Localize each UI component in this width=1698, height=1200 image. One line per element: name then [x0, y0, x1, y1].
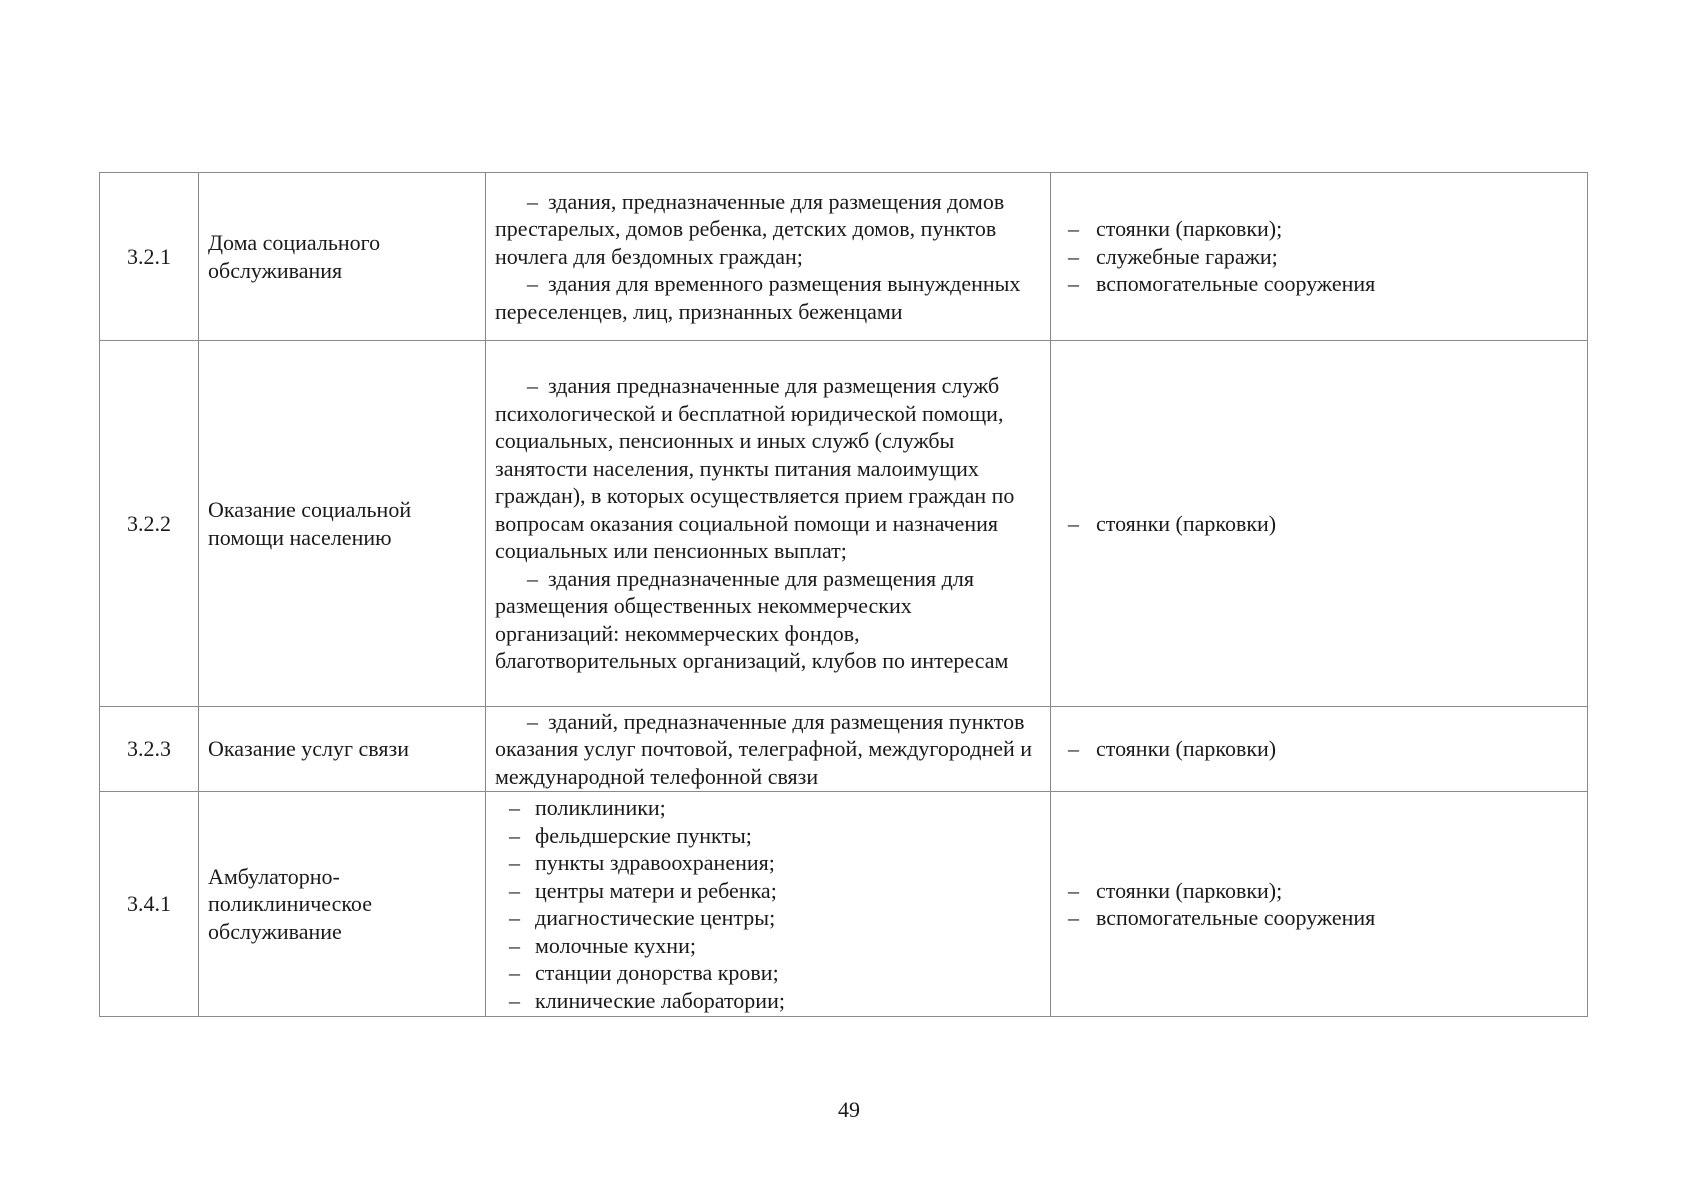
main-uses-cell	[486, 173, 1051, 341]
dash-bullet: –	[509, 850, 520, 875]
dash-bullet: –	[509, 960, 520, 985]
table-row	[100, 173, 1588, 341]
main-use-item: – пункты здравоохранения;	[509, 850, 775, 875]
page-number: 49	[838, 1097, 860, 1122]
main-use-item: – здания предназначенные для размещения служб психологической и бесплатной юридической помощи, социальных, пенсионных и иных служб (службы занятости населения, пункты питания малоимущих граждан), в которых осуществляется прием граждан по вопросам оказания социальной помощи и назначения социальных или пенсионных выплат;	[495, 373, 1015, 564]
code-cell: 3.4.1	[100, 792, 199, 1017]
land-use-table	[99, 172, 1588, 1017]
code-cell: 3.2.2	[100, 341, 199, 707]
main-use-item: – клинические лаборатории;	[509, 987, 785, 1013]
main-use-item: – станции донорства крови;	[509, 960, 779, 985]
aux-uses-cell	[1051, 173, 1588, 341]
aux-use-item: – стоянки (парковки);	[1068, 216, 1283, 242]
dash-bullet: –	[527, 373, 538, 399]
aux-uses-cell	[1051, 792, 1588, 1017]
dash-bullet: –	[1068, 271, 1079, 297]
dash-bullet: –	[1068, 905, 1079, 930]
name-cell: Амбулаторно-поликлиническое обслуживание	[199, 792, 486, 1017]
name-cell: Дома социального обслуживания	[199, 173, 486, 341]
name-cell: Оказание услуг связи	[199, 707, 486, 792]
aux-use-item: – стоянки (парковки)	[1068, 510, 1277, 536]
dash-bullet: –	[1068, 510, 1079, 536]
code-cell: 3.2.1	[100, 173, 199, 341]
dash-bullet: –	[509, 987, 520, 1013]
main-use-item: – фельдшерские пункты;	[509, 822, 752, 848]
table-row	[100, 792, 1588, 1017]
aux-use-item: – стоянки (парковки);	[1068, 877, 1283, 903]
main-use-item: – диагностические центры;	[509, 905, 776, 930]
main-uses-cell	[486, 792, 1051, 1017]
main-uses-cell	[486, 341, 1051, 707]
dash-bullet: –	[1068, 216, 1079, 242]
dash-bullet: –	[509, 932, 520, 958]
dash-bullet: –	[509, 822, 520, 848]
dash-bullet: –	[1068, 243, 1079, 269]
main-use-item: – центры матери и ребенка;	[509, 877, 777, 903]
name-cell: Оказание социальной помощи населению	[199, 341, 486, 707]
dash-bullet: –	[1068, 736, 1079, 762]
dash-bullet: –	[527, 708, 538, 734]
main-use-item: – здания предназначенные для размещения для размещения общественных некоммерческих организаций: некоммерческих фондов, благотворительных организаций, клубов по интересам	[495, 565, 1009, 674]
table-row	[100, 341, 1588, 707]
aux-use-item: – вспомогательные сооружения	[1068, 905, 1376, 930]
main-use-item: – здания для временного размещения вынужденных переселенцев, лиц, признанных беженцами	[495, 271, 1021, 324]
code-cell: 3.2.3	[100, 707, 199, 792]
dash-bullet: –	[527, 271, 538, 297]
aux-use-item: – служебные гаражи;	[1068, 243, 1278, 269]
dash-bullet: –	[509, 905, 520, 930]
main-use-item: – поликлиники;	[509, 795, 666, 820]
aux-uses-cell	[1051, 341, 1588, 707]
aux-use-item: – вспомогательные сооружения	[1068, 271, 1376, 297]
main-use-item: – молочные кухни;	[509, 932, 696, 958]
aux-uses-cell	[1051, 707, 1588, 792]
dash-bullet: –	[509, 795, 520, 820]
main-use-item: – здания, предназначенные для размещения домов престарелых, домов ребенка, детских домов, пунктов ночлега для бездомных граждан;	[495, 188, 1005, 269]
dash-bullet: –	[527, 188, 538, 214]
table-row	[100, 707, 1588, 792]
dash-bullet: –	[527, 565, 538, 591]
main-uses-cell	[486, 707, 1051, 792]
main-use-item: – зданий, предназначенные для размещения пунктов оказания услуг почтовой, телеграфной, междугородней и международной телефонной связи	[495, 708, 1033, 789]
aux-use-item: – стоянки (парковки)	[1068, 736, 1277, 762]
dash-bullet: –	[1068, 877, 1079, 903]
dash-bullet: –	[509, 877, 520, 903]
